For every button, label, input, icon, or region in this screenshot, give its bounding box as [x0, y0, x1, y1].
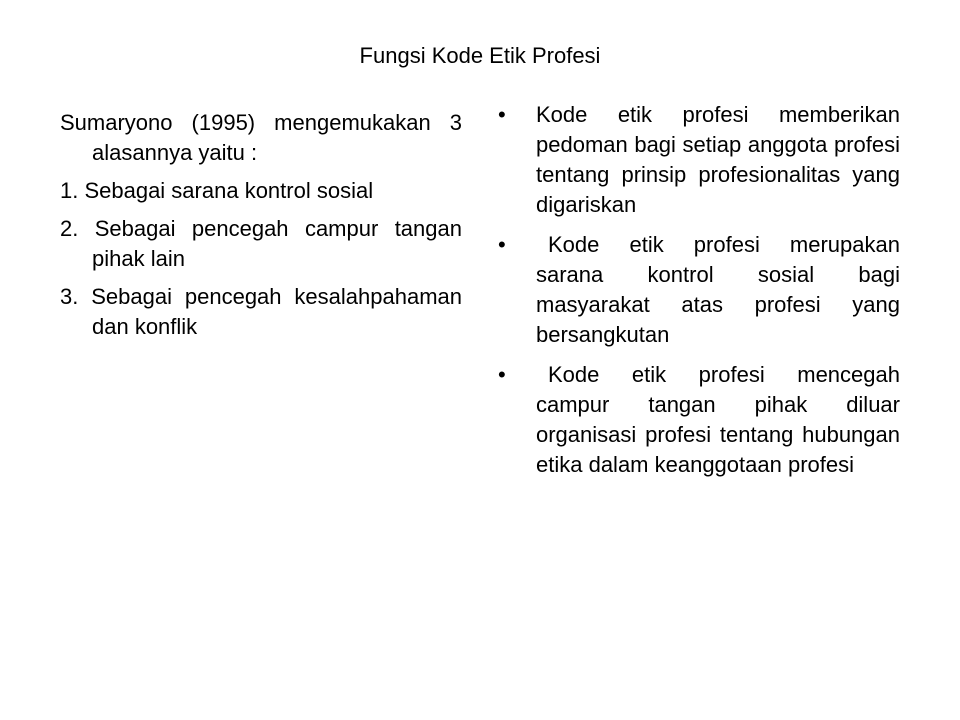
bullet-item-2 [498, 230, 900, 350]
bullet-dot-icon: • [498, 362, 506, 387]
bullet-dot-icon: • [498, 102, 506, 127]
bullet-item-3 [498, 360, 900, 480]
bullet-text: Kode etik profesi mencegah campur tangan pihak diluar organisasi profesi tentang hubungan etika dalam keanggotaan profesi [536, 362, 900, 477]
left-text-column [60, 108, 462, 350]
intro-paragraph: Sumaryono (1995) mengemukakan 3 alasannya yaitu : [60, 110, 462, 165]
bullet-list [498, 100, 900, 480]
bullet-item-1 [498, 100, 900, 220]
bullet-text: Kode etik profesi merupakan sarana kontrol sosial bagi masyarakat atas profesi yang bersangkutan [536, 232, 900, 347]
right-bullet-column [498, 100, 900, 490]
reason-item-2: 2. Sebagai pencegah campur tangan pihak lain [60, 216, 462, 271]
bullet-dot-icon: • [498, 232, 506, 257]
reason-item-1: 1. Sebagai sarana kontrol sosial [60, 178, 374, 203]
slide-title: Fungsi Kode Etik Profesi [359, 43, 601, 68]
bullet-text: Kode etik profesi memberikan pedoman bagi setiap anggota profesi tentang prinsip profesionalitas yang digariskan [536, 102, 900, 217]
reason-item-3: 3. Sebagai pencegah kesalahpahaman dan konflik [60, 284, 462, 339]
